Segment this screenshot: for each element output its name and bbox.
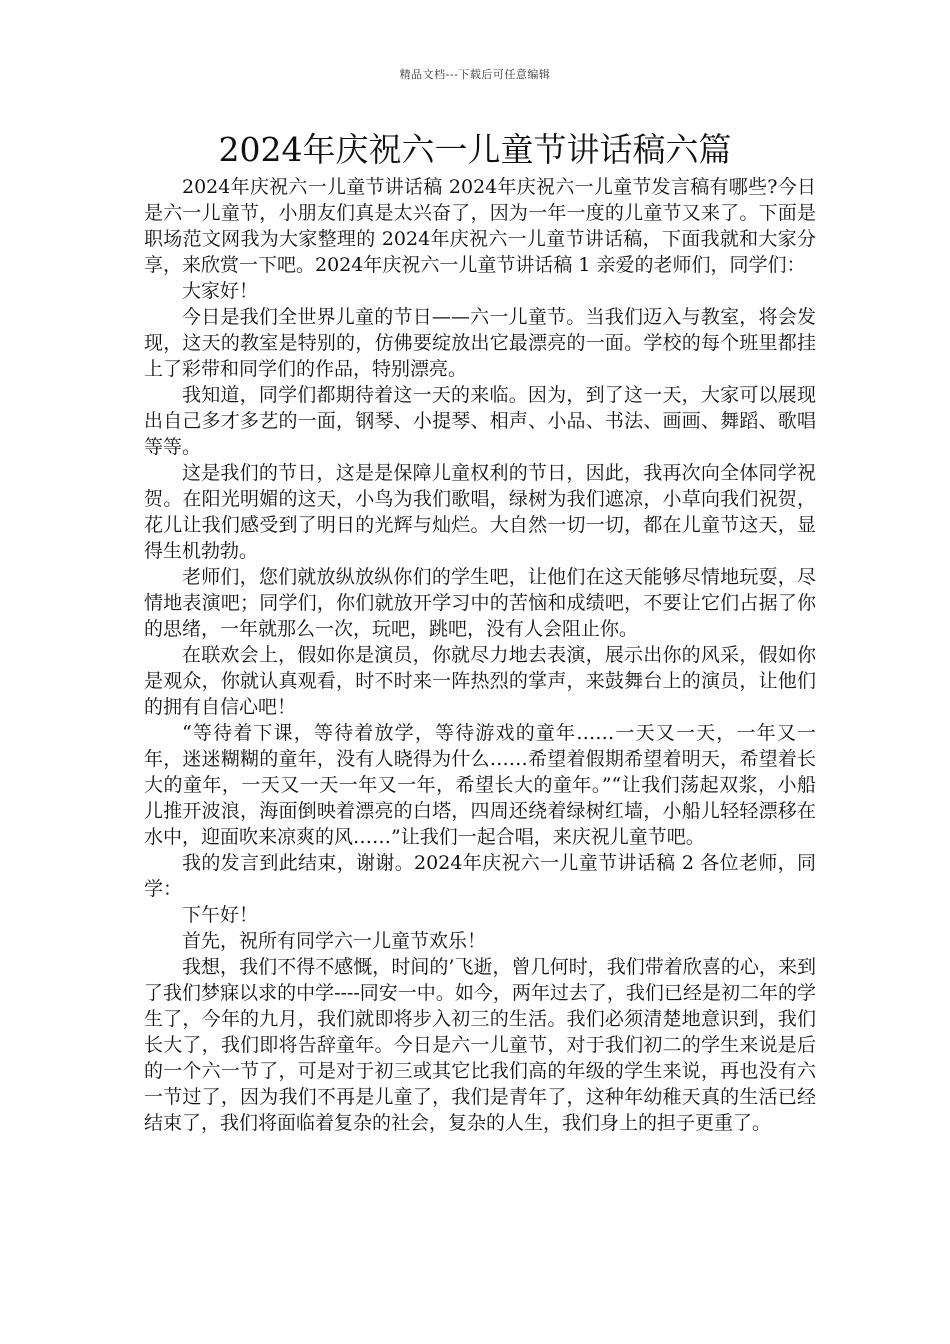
paragraph: 在联欢会上，假如你是演员，你就尽力地去表演，展示出你的风采，假如你是观众，你就认真观看，时不时来一阵热烈的掌声，来鼓舞台上的演员，让他们的拥有自信心吧！ [144,644,816,718]
paragraph-intro: 2024年庆祝六一儿童节讲话稿 2024年庆祝六一儿童节发言稿有哪些?今日是六一儿童节，小朋友们真是太兴奋了，因为一年一度的儿童节又来了。下面是职场范文网我为大家整理的 2024年庆祝六一儿童节讲话稿，下面我就和大家分享，来欣赏一下吧。2024年庆祝六一儿童节讲话稿 1 亲爱的老师们，同学们： [144,176,816,276]
paragraph: 我想，我们不得不感慨，时间的’飞逝，曾几何时，我们带着欣喜的心，来到了我们梦寐以求的中学----同安一中。如今，两年过去了，我们已经是初二年的学生了，今年的九月，我们就即将步入初三的生活。我们必须清楚地意识到，我们长大了，我们即将告辞童年。今日是六一儿童节，对于我们初二的学生来说是后的一个六一节了，可是对于初三或其它比我们高的年级的学生来说，再也没有六一节过了，因为我们不再是儿童了，我们是青年了，这种年幼稚天真的生活已经结束了，我们将面临着复杂的社会，复杂的人生，我们身上的担子更重了。 [144,956,816,1134]
header-note: 精品文档---下载后可任意编辑 [399,68,551,81]
paragraph: 这是我们的节日，这是是保障儿童权利的节日，因此，我再次向全体同学祝贺。在阳光明媚的这天，小鸟为我们歌唱，绿树为我们遮凉，小草向我们祝贺，花儿让我们感受到了明日的光辉与灿烂。大自然一切一切，都在儿童节这天，显得生机勃勃。 [144,462,816,562]
paragraph-greeting: 下午好！ [182,904,259,926]
paragraph-quote: “等待着下课，等待着放学，等待游戏的童年……一天又一天，一年又一年，迷迷糊糊的童年，没有人晓得为什么……希望着假期希望着明天，希望着长大的童年，一天又一天一年又一年，希望长大的童年。”“让我们荡起双浆，小船儿推开波浪，海面倒映着漂亮的白塔，四周还绕着绿树红墙，小船儿轻轻漂移在水中，迎面吹来凉爽的风……”让我们一起合唱，来庆祝儿童节吧。 [144,722,816,848]
paragraph: 今日是我们全世界儿童的节日——六一儿童节。当我们迈入与教室，将会发现，这天的教室是特别的，仿佛要绽放出它最漂亮的一面。学校的每个班里都挂上了彩带和同学们的作品，特别漂亮。 [144,306,816,380]
paragraph-greeting: 大家好！ [182,280,259,302]
paragraph: 我知道，同学们都期待着这一天的来临。因为，到了这一天，大家可以展现出自己多才多艺的一面，钢琴、小提琴、相声、小品、书法、画画、舞蹈、歌唱等等。 [144,384,816,458]
document-title: 2024年庆祝六一儿童节讲话稿六篇 [218,130,732,169]
paragraph: 老师们，您们就放纵放纵你们的学生吧，让他们在这天能够尽情地玩耍，尽情地表演吧；同学们，你们就放开学习中的苦恼和成绩吧，不要让它们占据了你的思绪，一年就那么一次，玩吧，跳吧，没有人会阻止你。 [144,566,816,640]
document-body [144,174,816,1136]
paragraph: 我的发言到此结束，谢谢。2024年庆祝六一儿童节讲话稿 2 各位老师，同学： [144,852,816,900]
paragraph: 首先，祝所有同学六一儿童节欢乐！ [182,930,487,952]
